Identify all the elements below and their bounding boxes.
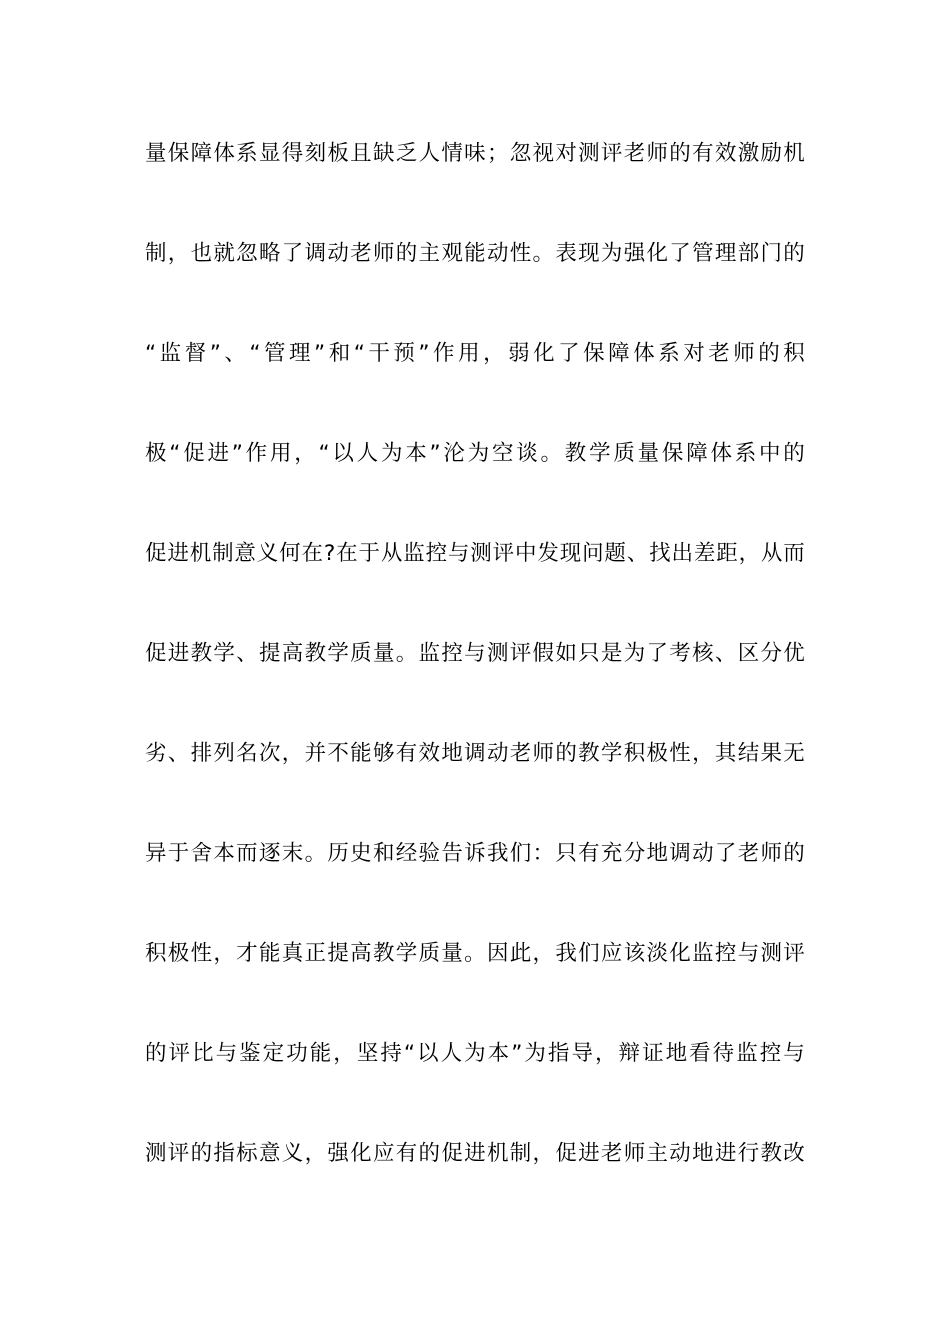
text-line: 测评的指标意义，强化应有的促进机制，促进老师主动地进行教改: [145, 1141, 805, 1166]
text-line: 极“促进”作用，“以人为本”沦为空谈。教学质量保障体系中的: [145, 441, 805, 466]
text-line: 积极性，才能真正提高教学质量。因此，我们应该淡化监控与测评: [145, 941, 805, 966]
text-line: 制，也就忽略了调动老师的主观能动性。表现为强化了管理部门的: [145, 241, 805, 266]
text-line: 劣、排列名次，并不能够有效地调动老师的教学积极性，其结果无: [145, 741, 805, 766]
text-line: “监督”、“管理”和“干预”作用，弱化了保障体系对老师的积: [145, 341, 805, 366]
text-line: 促进教学、提高教学质量。监控与测评假如只是为了考核、区分优: [145, 641, 805, 666]
text-line: 促进机制意义何在?在于从监控与测评中发现问题、找出差距，从而: [145, 541, 805, 566]
text-line: 的评比与鉴定功能，坚持“以人为本”为指导，辩证地看待监控与: [145, 1041, 805, 1066]
text-line: 异于舍本而逐末。历史和经验告诉我们：只有充分地调动了老师的: [145, 841, 805, 866]
body-text: [145, 128, 805, 1228]
text-line: 量保障体系显得刻板且缺乏人情味；忽视对测评老师的有效激励机: [145, 141, 805, 166]
